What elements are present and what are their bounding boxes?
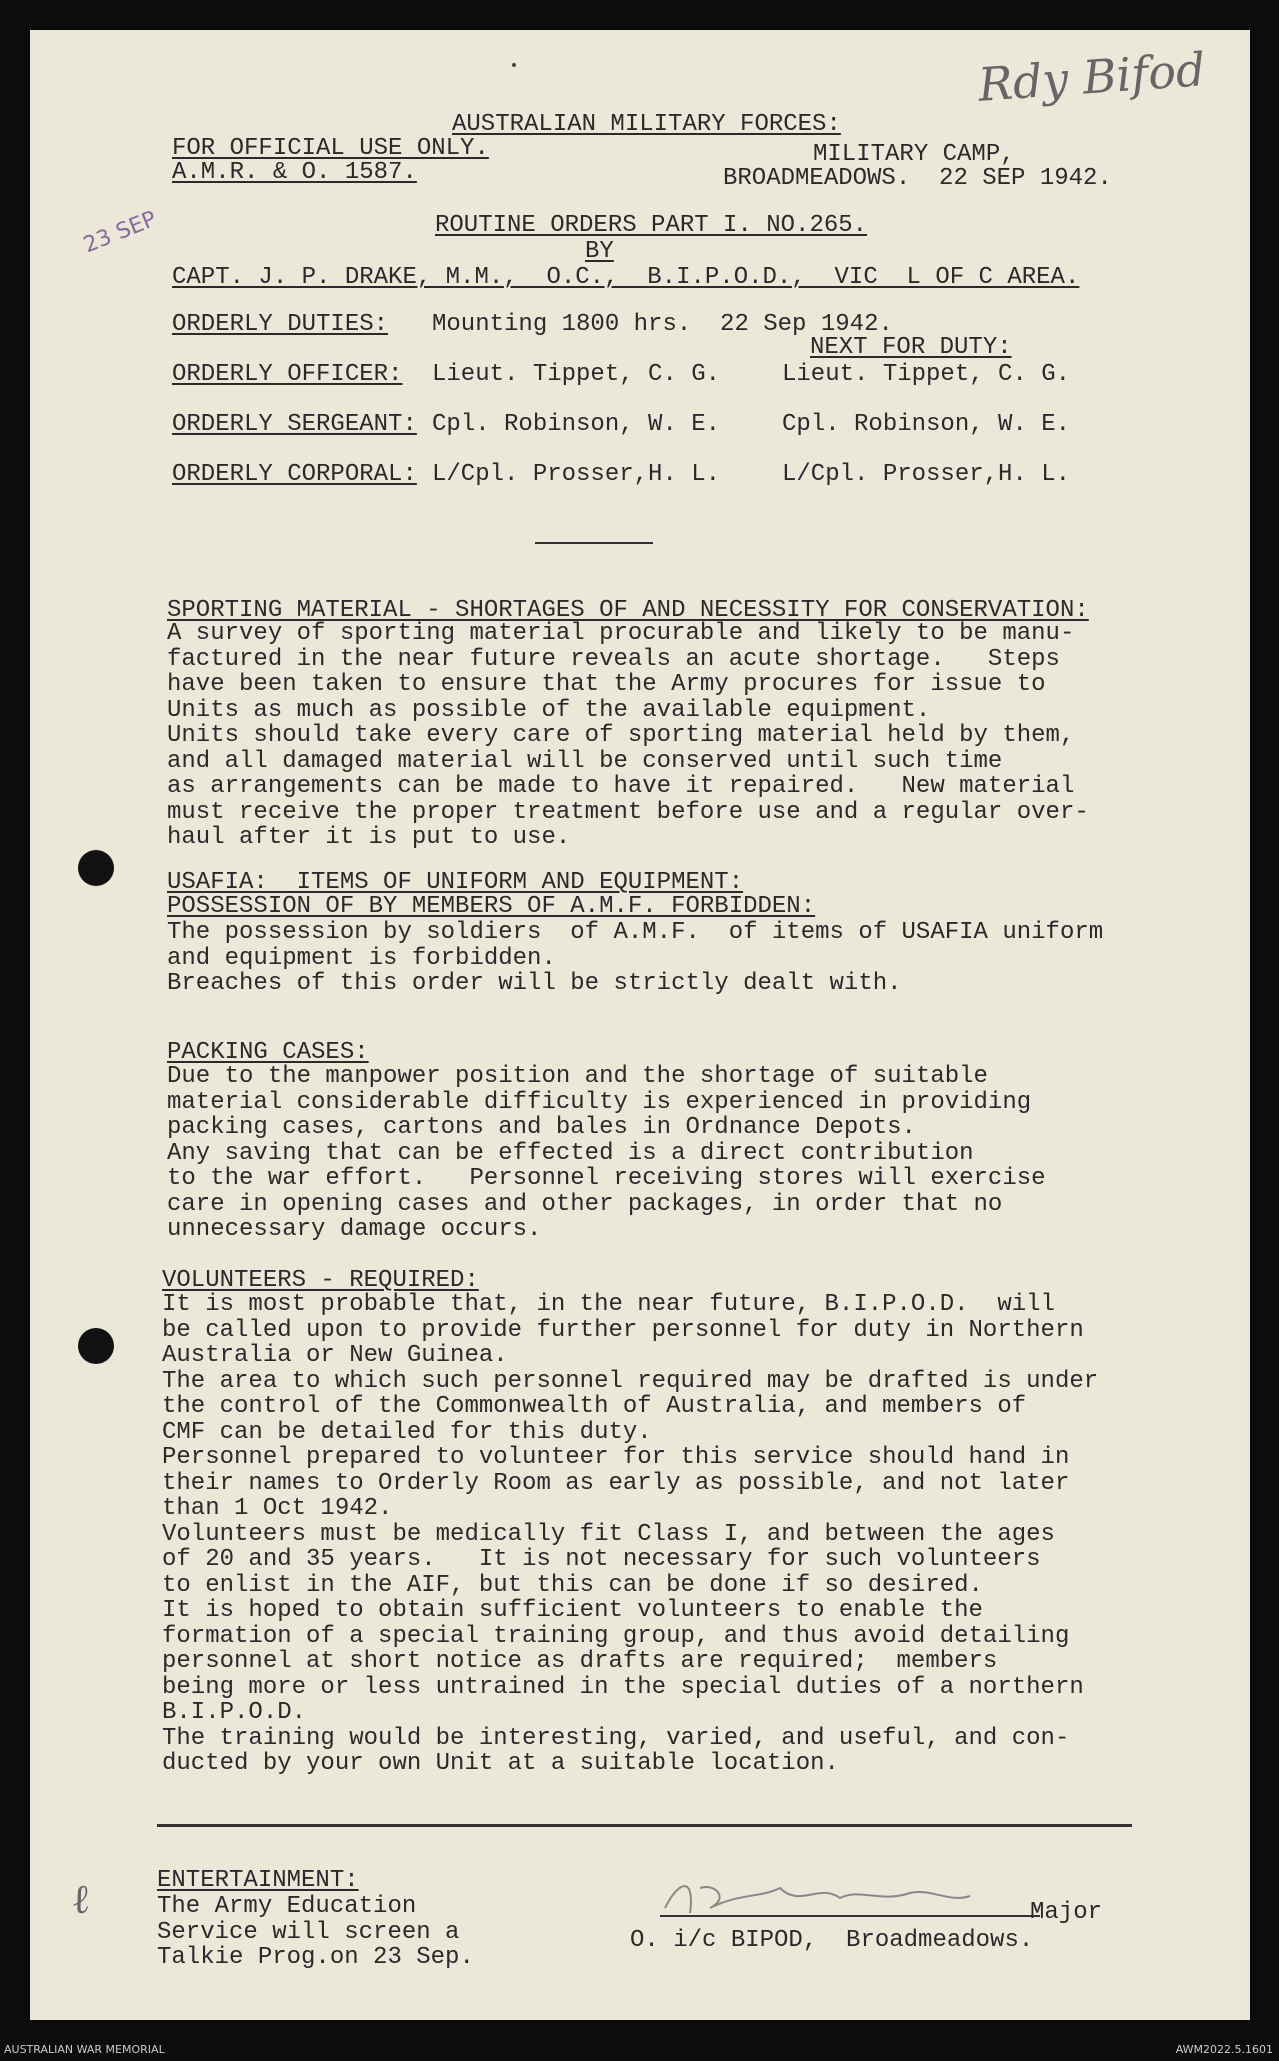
sporting-line: Units should take every care of sporting material held by them, (167, 722, 1075, 749)
sporting-line: A survey of sporting material procurable and likely to be manu- (167, 620, 1075, 647)
bottom-divider (157, 1824, 1132, 1827)
handwritten-annotation: Rdy Bifod (976, 42, 1207, 112)
commander-line: CAPT. J. P. DRAKE, M.M., O.C., B.I.P.O.D., VIC L OF C AREA. (172, 264, 1080, 291)
entertainment-heading: ENTERTAINMENT: (157, 1867, 359, 1894)
entertainment-line: Service will screen a (157, 1918, 460, 1946)
volunteers-line: their names to Orderly Room as early as possible, and not later (162, 1469, 1070, 1497)
forces-title: AUSTRALIAN MILITARY FORCES: (452, 111, 841, 138)
orderly-sergeant-current: Cpl. Robinson, W. E. (432, 411, 721, 438)
next-for-duty-label: NEXT FOR DUTY: (810, 334, 1012, 361)
volunteers-line: personnel at short notice as drafts are required; members (162, 1648, 998, 1675)
punch-hole-lower (78, 1328, 114, 1364)
usafia-line: and equipment is forbidden. (167, 944, 556, 972)
volunteers-line: The area to which such personnel required may be drafted is under (162, 1367, 1099, 1395)
orders-title: ROUTINE ORDERS PART I. NO.265. (435, 212, 868, 239)
volunteers-line: CMF can be detailed for this duty. (162, 1418, 652, 1446)
packing-line: to the war effort. Personnel receiving stores will exercise (167, 1165, 1046, 1192)
sporting-line: Units as much as possible of the available equipment. (167, 696, 931, 724)
orderly-corporal-role: ORDERLY CORPORAL: (172, 461, 417, 488)
packing-line: unnecessary damage occurs. (167, 1216, 542, 1243)
signature-mark (650, 1868, 1050, 1928)
date-stamp: 23 SEP (80, 206, 161, 259)
volunteers-line: being more or less untrained in the special duties of a northern (162, 1673, 1084, 1701)
usafia-body (167, 920, 1187, 997)
mounting-time: Mounting 1800 hrs. 22 Sep 1942. (432, 311, 893, 338)
short-divider (535, 542, 653, 544)
sporting-line: have been taken to ensure that the Army procures for issue to (167, 671, 1046, 698)
packing-line: care in opening cases and other packages, in order that no (167, 1190, 1003, 1218)
location-date: BROADMEADOWS. 22 SEP 1942. (723, 165, 1112, 192)
volunteers-line: than 1 Oct 1942. (162, 1495, 393, 1522)
sporting-line: as arrangements can be made to have it repaired. New material (167, 773, 1075, 800)
sporting-line: factured in the near future reveals an acute shortage. Steps (167, 645, 1060, 673)
packing-line: packing cases, cartons and bales in Ordnance Depots. (167, 1114, 916, 1141)
usafia-line: Breaches of this order will be strictly dealt with. (167, 970, 902, 997)
orderly-officer-current: Lieut. Tippet, C. G. (432, 361, 721, 388)
signature-title: O. i/c BIPOD, Broadmeadows. (630, 1927, 1034, 1954)
volunteers-line: Personnel prepared to volunteer for this service should hand in (162, 1444, 1070, 1471)
packing-heading: PACKING CASES: (167, 1039, 369, 1066)
entertainment-body (157, 1894, 517, 1971)
volunteers-line: of 20 and 35 years. It is not necessary for such volunteers (162, 1546, 1041, 1573)
usafia-subheading: POSSESSION OF BY MEMBERS OF A.M.F. FORBIDDEN: (167, 893, 816, 920)
footer-left: AUSTRALIAN WAR MEMORIAL (4, 2043, 165, 2056)
packing-line: Due to the manpower position and the shortage of suitable (167, 1063, 988, 1090)
volunteers-line: It is most probable that, in the near future, B.I.P.O.D. will (162, 1291, 1055, 1318)
volunteers-line: to enlist in the AIF, but this can be done if so desired. (162, 1571, 983, 1599)
orderly-corporal-current: L/Cpl. Prosser,H. L. (432, 461, 721, 488)
margin-initials: ℓ (68, 1876, 92, 1924)
volunteers-line: It is hoped to obtain sufficient volunteers to enable the (162, 1597, 983, 1624)
orderly-corporal-next: L/Cpl. Prosser,H. L. (782, 461, 1071, 488)
packing-body (167, 1064, 1187, 1243)
sporting-line: and all damaged material will be conserved until such time (167, 747, 1003, 775)
volunteers-line: Australia or New Guinea. (162, 1342, 508, 1369)
orderly-sergeant-role: ORDERLY SERGEANT: (172, 411, 417, 438)
official-use-label: FOR OFFICIAL USE ONLY. (172, 135, 489, 162)
amr-reference: A.M.R. & O. 1587. (172, 159, 417, 186)
orderly-sergeant-next: Cpl. Robinson, W. E. (782, 411, 1071, 438)
volunteers-line: Volunteers must be medically fit Class I, and between the ages (162, 1520, 1055, 1548)
entertainment-line: The Army Education (157, 1893, 417, 1920)
packing-line: material considerable difficulty is experienced in providing (167, 1088, 1032, 1116)
usafia-heading: USAFIA: ITEMS OF UNIFORM AND EQUIPMENT: (167, 869, 744, 896)
volunteers-line: The training would be interesting, varied, and useful, and con- (162, 1724, 1070, 1752)
volunteers-line: be called upon to provide further personnel for duty in Northern (162, 1316, 1084, 1344)
packing-line: Any saving that can be effected is a direct contribution (167, 1139, 974, 1167)
orders-by: BY (585, 238, 614, 265)
footer-right: AWM2022.5.1601 (1175, 2043, 1273, 2056)
orderly-duties-label: ORDERLY DUTIES: (172, 311, 389, 338)
sporting-body (167, 621, 1187, 851)
volunteers-line: B.I.P.O.D. (162, 1699, 307, 1726)
volunteers-line: formation of a special training group, and thus avoid detailing (162, 1622, 1070, 1650)
paper-mark (512, 63, 516, 67)
military-camp-label: MILITARY CAMP, (813, 141, 1015, 168)
punch-hole-upper (78, 850, 114, 886)
document-page (30, 30, 1250, 2020)
orderly-officer-next: Lieut. Tippet, C. G. (782, 361, 1071, 388)
signature-rank: Major (1030, 1899, 1103, 1926)
entertainment-line: Talkie Prog.on 23 Sep. (157, 1944, 474, 1971)
sporting-line: haul after it is put to use. (167, 824, 571, 851)
sporting-heading: SPORTING MATERIAL - SHORTAGES OF AND NECESSITY FOR CONSERVATION: (167, 597, 1089, 624)
volunteers-line: ducted by your own Unit at a suitable location. (162, 1750, 839, 1777)
sporting-line: must receive the proper treatment before use and a regular over- (167, 798, 1089, 826)
volunteers-heading: VOLUNTEERS - REQUIRED: (162, 1267, 479, 1294)
volunteers-line: the control of the Commonwealth of Australia, and members of (162, 1393, 1027, 1420)
usafia-line: The possession by soldiers of A.M.F. of items of USAFIA uniform (167, 919, 1104, 946)
volunteers-body (162, 1292, 1182, 1777)
orderly-officer-role: ORDERLY OFFICER: (172, 361, 403, 388)
